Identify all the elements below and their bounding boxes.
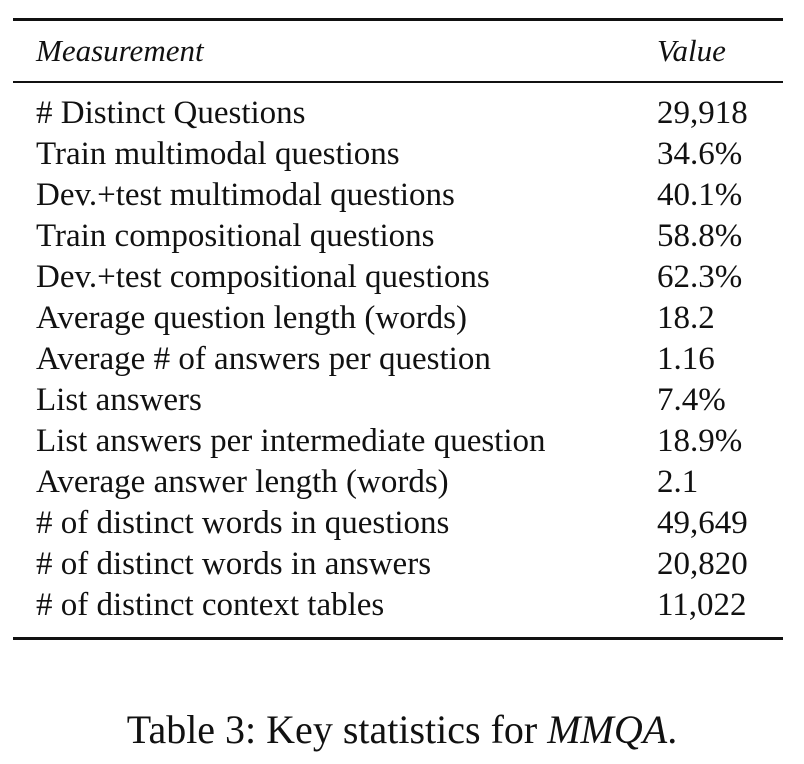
table-row	[13, 257, 783, 298]
row-measurement: # of distinct words in answers	[36, 546, 432, 582]
row-measurement: # Distinct Questions	[36, 95, 306, 131]
table-row	[13, 462, 783, 503]
table-header-row	[13, 21, 783, 81]
row-measurement: List answers	[36, 382, 202, 418]
row-value: 62.3%	[657, 259, 743, 295]
row-measurement: Train compositional questions	[36, 218, 435, 254]
table-row	[13, 544, 783, 585]
caption-dataset-name: MMQA	[547, 707, 668, 752]
row-value: 20,820	[657, 546, 748, 582]
statistics-table	[13, 18, 783, 640]
table-row	[13, 134, 783, 175]
table-row	[13, 93, 783, 134]
row-value: 1.16	[657, 341, 715, 377]
caption-suffix: .	[667, 707, 678, 752]
table-row	[13, 585, 783, 626]
row-measurement: Dev.+test compositional questions	[36, 259, 490, 295]
row-value: 7.4%	[657, 382, 726, 418]
row-value: 29,918	[657, 95, 748, 131]
row-value: 2.1	[657, 464, 699, 500]
row-measurement: Average answer length (words)	[36, 464, 449, 500]
row-measurement: Average question length (words)	[36, 300, 468, 336]
row-value: 40.1%	[657, 177, 743, 213]
caption-prefix: Table 3: Key statistics for	[126, 707, 548, 752]
row-value: 49,649	[657, 505, 748, 541]
row-value: 34.6%	[657, 136, 743, 172]
row-measurement: # of distinct words in questions	[36, 505, 450, 541]
row-value: 11,022	[657, 587, 747, 623]
row-measurement: # of distinct context tables	[36, 587, 385, 623]
table-bottom-rule	[13, 637, 783, 640]
table-caption	[0, 706, 804, 754]
table-row	[13, 339, 783, 380]
header-value: Value	[657, 33, 726, 68]
table-row	[13, 380, 783, 421]
row-measurement: Train multimodal questions	[36, 136, 400, 172]
row-measurement: Dev.+test multimodal questions	[36, 177, 455, 213]
table-row	[13, 298, 783, 339]
row-measurement: Average # of answers per question	[36, 341, 491, 377]
header-measurement: Measurement	[36, 33, 204, 68]
row-value: 18.9%	[657, 423, 743, 459]
row-measurement: List answers per intermediate question	[36, 423, 546, 459]
table-row	[13, 503, 783, 544]
row-value: 58.8%	[657, 218, 743, 254]
table-body	[13, 83, 783, 637]
row-value: 18.2	[657, 300, 715, 336]
table-row	[13, 421, 783, 462]
table-row	[13, 175, 783, 216]
table-row	[13, 216, 783, 257]
